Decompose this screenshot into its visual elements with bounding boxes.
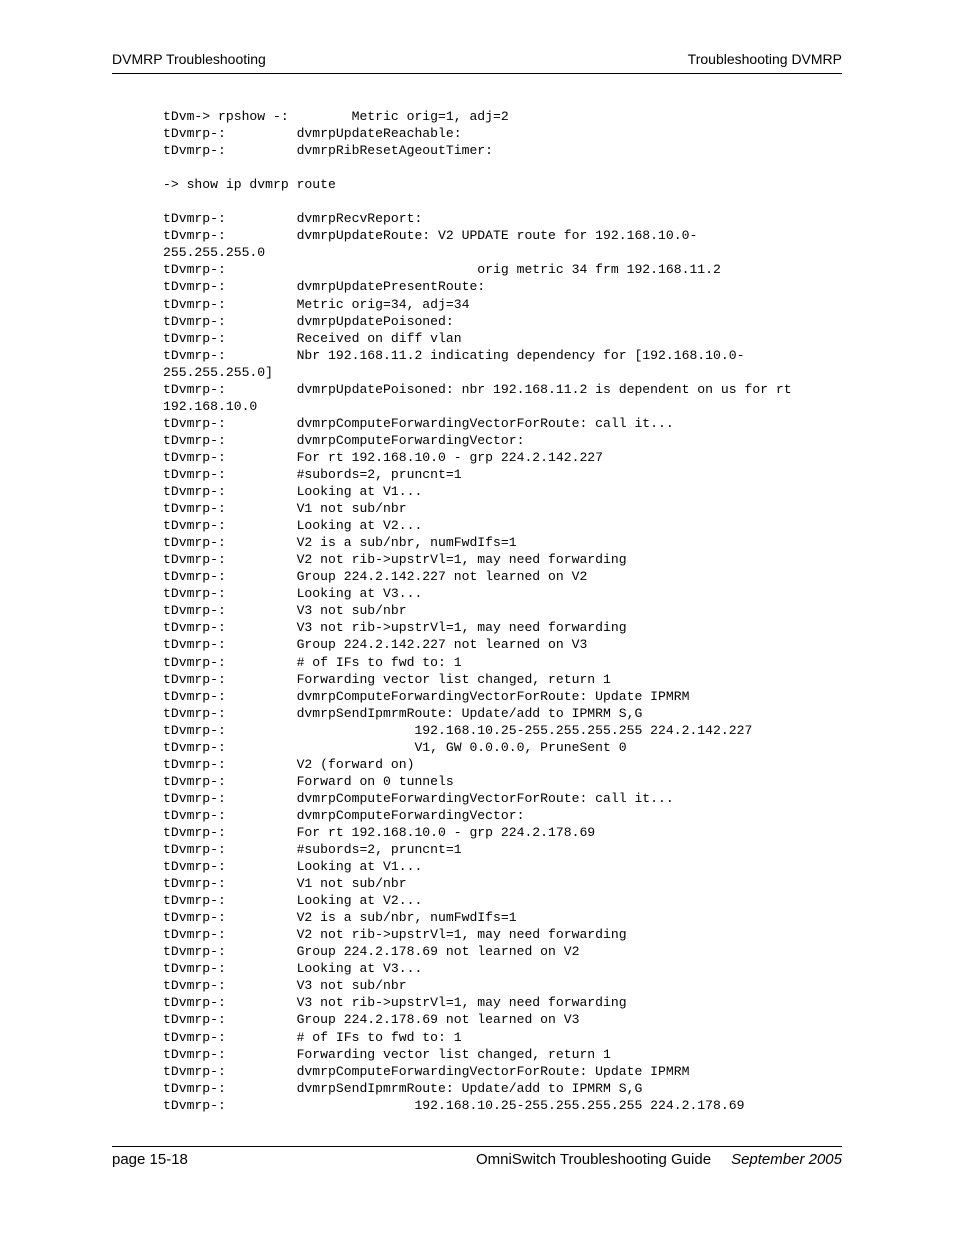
- code-line: tDvmrp-: dvmrpComputeForwardingVectorForRoute: call it...: [163, 790, 674, 806]
- code-line: tDvmrp-: Group 224.2.142.227 not learned on V2: [163, 569, 588, 585]
- code-line: tDvmrp-: Looking at V2...: [163, 518, 423, 534]
- code-line: tDvmrp-: V1, GW 0.0.0.0, PruneSent 0: [163, 739, 627, 755]
- page-header: [112, 51, 842, 71]
- footer-rule: [112, 1146, 842, 1147]
- code-line: tDvmrp-: dvmrpComputeForwardingVector:: [163, 807, 525, 823]
- code-line: tDvmrp-: V2 is a sub/nbr, numFwdIfs=1: [163, 910, 517, 926]
- code-line: tDvmrp-: dvmrpSendIpmrmRoute: Update/add to IPMRM S,G: [163, 1080, 643, 1096]
- code-line: tDvmrp-: dvmrpSendIpmrmRoute: Update/add to IPMRM S,G: [163, 705, 643, 721]
- code-line: tDvmrp-: Looking at V2...: [163, 893, 423, 909]
- code-line: tDvmrp-: Group 224.2.178.69 not learned on V3: [163, 1012, 580, 1028]
- code-line: tDvmrp-: #subords=2, pruncnt=1: [163, 466, 462, 482]
- code-line: tDvmrp-: V3 not sub/nbr: [163, 978, 407, 994]
- code-line: tDvmrp-: dvmrpComputeForwardingVectorForRoute: Update IPMRM: [163, 688, 690, 704]
- code-line: tDvmrp-: Group 224.2.142.227 not learned on V3: [163, 637, 588, 653]
- code-line: tDvmrp-: # of IFs to fwd to: 1: [163, 1029, 462, 1045]
- code-line: tDvmrp-: Looking at V1...: [163, 484, 423, 500]
- header-rule: [112, 73, 842, 74]
- code-line: tDvmrp-: dvmrpRibResetAgeoutTimer:: [163, 143, 494, 159]
- code-line: tDvmrp-: Metric orig=34, adj=34: [163, 296, 470, 312]
- code-line: tDvmrp-: dvmrpComputeForwardingVector:: [163, 432, 525, 448]
- code-line: tDvmrp-: dvmrpUpdateRoute: V2 UPDATE route for 192.168.10.0-: [163, 228, 698, 244]
- code-line: tDvmrp-: orig metric 34 frm 192.168.11.2: [163, 262, 721, 278]
- code-line: tDvmrp-: Looking at V1...: [163, 859, 423, 875]
- header-chapter-title: Troubleshooting DVMRP: [687, 51, 842, 67]
- code-line: tDvmrp-: V1 not sub/nbr: [163, 501, 407, 517]
- page-number: page 15-18: [112, 1151, 188, 1168]
- code-line: tDvmrp-: Forward on 0 tunnels: [163, 773, 454, 789]
- code-line: tDvmrp-: V3 not sub/nbr: [163, 603, 407, 619]
- code-line: tDvm-> rpshow -: Metric orig=1, adj=2: [163, 109, 509, 124]
- code-line: tDvmrp-: V3 not rib->upstrVl=1, may need forwarding: [163, 995, 627, 1011]
- code-line: tDvmrp-: dvmrpComputeForwardingVectorForRoute: Update IPMRM: [163, 1063, 690, 1079]
- code-line: tDvmrp-: V2 is a sub/nbr, numFwdIfs=1: [163, 535, 517, 551]
- code-line: tDvmrp-: dvmrpUpdatePoisoned:: [163, 313, 454, 329]
- footer-right: [476, 1151, 842, 1168]
- code-line: tDvmrp-: Received on diff vlan: [163, 330, 462, 346]
- code-line: tDvmrp-: Looking at V3...: [163, 961, 423, 977]
- code-line: tDvmrp-: V2 not rib->upstrVl=1, may need forwarding: [163, 927, 627, 943]
- page-footer: [112, 1151, 842, 1171]
- cli-output-block: [163, 108, 843, 1114]
- code-line: tDvmrp-: #subords=2, pruncnt=1: [163, 842, 462, 858]
- code-line: tDvmrp-: 192.168.10.25-255.255.255.255 224.2.178.69: [163, 1097, 745, 1113]
- code-line: tDvmrp-: Forwarding vector list changed, return 1: [163, 1046, 611, 1062]
- code-line: tDvmrp-: For rt 192.168.10.0 - grp 224.2.178.69: [163, 824, 596, 840]
- code-line: tDvmrp-: For rt 192.168.10.0 - grp 224.2.142.227: [163, 449, 604, 465]
- code-line: 192.168.10.0: [163, 398, 258, 414]
- code-line: tDvmrp-: V2 (forward on): [163, 756, 415, 772]
- code-line: tDvmrp-: dvmrpRecvReport:: [163, 211, 423, 227]
- code-line: 255.255.255.0: [163, 245, 266, 261]
- code-line: 255.255.255.0]: [163, 364, 274, 380]
- code-line: tDvmrp-: Nbr 192.168.11.2 indicating dependency for [192.168.10.0-: [163, 347, 745, 363]
- code-line: tDvmrp-: dvmrpComputeForwardingVectorForRoute: call it...: [163, 415, 674, 431]
- header-section-title: DVMRP Troubleshooting: [112, 51, 266, 67]
- code-line: tDvmrp-: dvmrpUpdatePresentRoute:: [163, 279, 486, 295]
- code-line: tDvmrp-: V3 not rib->upstrVl=1, may need forwarding: [163, 620, 627, 636]
- code-line: -> show ip dvmrp route: [163, 177, 336, 193]
- code-line: tDvmrp-: # of IFs to fwd to: 1: [163, 654, 462, 670]
- code-line: tDvmrp-: Looking at V3...: [163, 586, 423, 602]
- code-line: tDvmrp-: dvmrpUpdatePoisoned: nbr 192.168.11.2 is dependent on us for rt: [163, 381, 792, 397]
- guide-title: OmniSwitch Troubleshooting Guide: [475, 1151, 712, 1168]
- publication-date: September 2005: [731, 1151, 842, 1168]
- code-line: tDvmrp-: dvmrpUpdateReachable:: [163, 126, 462, 142]
- code-line: tDvmrp-: Group 224.2.178.69 not learned on V2: [163, 944, 580, 960]
- code-line: tDvmrp-: V1 not sub/nbr: [163, 876, 407, 892]
- code-line: tDvmrp-: 192.168.10.25-255.255.255.255 224.2.142.227: [163, 722, 753, 738]
- code-line: tDvmrp-: V2 not rib->upstrVl=1, may need forwarding: [163, 552, 627, 568]
- code-line: tDvmrp-: Forwarding vector list changed, return 1: [163, 671, 611, 687]
